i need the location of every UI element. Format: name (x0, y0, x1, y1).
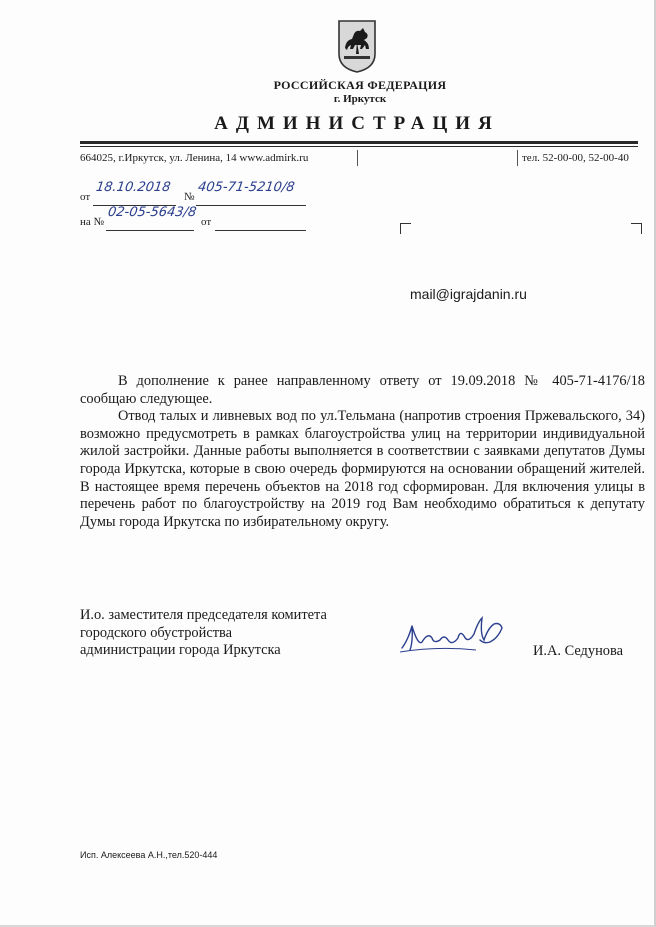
phone-separator (517, 150, 518, 166)
city-title: г. Иркутск (333, 93, 387, 105)
date-label: от (80, 191, 91, 203)
signer-position-line: И.о. заместителя председателя комитета (80, 607, 327, 623)
outgoing-number-value: 405-71-5210/8 (196, 180, 296, 195)
body-paragraph: Отвод талых и ливневых вод по ул.Тельмана (напротив строения Пржевальского, 34) возможно предусмотреть в рамках благоустройства улиц на территории индивидуальной жилой застройки. Данные работы выполняется в соответствии с заявками депутатов Думы города Иркутска, которые в свою очередь формируются на основании обращений жителей. В настоящее время перечень объектов на 2018 год сформирован. Для включения улицы в перечень работ по благоустройству на 2019 год Вам необходимо обратиться к депутату Думы города Иркутска по избирательному округу. (80, 408, 645, 530)
country-title: РОССИЙСКАЯ ФЕДЕРАЦИЯ (273, 78, 447, 92)
signer-position-line: администрации города Иркутска (80, 642, 281, 659)
executor-info: Исп. Алексеева А.Н.,тел.520-444 (80, 850, 218, 860)
organization-phones: тел. 52-00-00, 52-00-40 (522, 152, 629, 164)
reply-number-value: 02-05-5643/8 (106, 205, 198, 220)
outgoing-number-label: № (184, 191, 195, 203)
address-block-corner-left (400, 223, 411, 234)
signer-name: И.А. Седунова (533, 643, 623, 659)
body-paragraph: В дополнение к ранее направленному ответу от 19.09.2018 № 405-71-4176/18 сообщаю следующее. (80, 373, 645, 407)
reply-date-label: от (201, 216, 212, 228)
handwritten-signature (398, 612, 510, 658)
signer-position-line: городского обустройства (80, 624, 232, 641)
header-divider-thick (80, 141, 638, 144)
organization-address: 664025, г.Иркутск, ул. Ленина, 14 www.admirk.ru (80, 152, 309, 164)
date-value: 18.10.2018 (94, 180, 172, 195)
header-divider-thin (80, 146, 638, 147)
organization-title: АДМИНИСТРАЦИЯ (214, 113, 500, 134)
irkutsk-coat-of-arms-icon (336, 18, 378, 74)
reply-number-label: на № (80, 216, 105, 228)
signer-position (80, 607, 327, 660)
reply-date-line (215, 216, 306, 231)
address-separator (357, 150, 358, 166)
address-block-corner-right (631, 223, 642, 234)
letter-body (80, 373, 645, 531)
recipient-email: mail@igrajdanin.ru (410, 286, 527, 302)
